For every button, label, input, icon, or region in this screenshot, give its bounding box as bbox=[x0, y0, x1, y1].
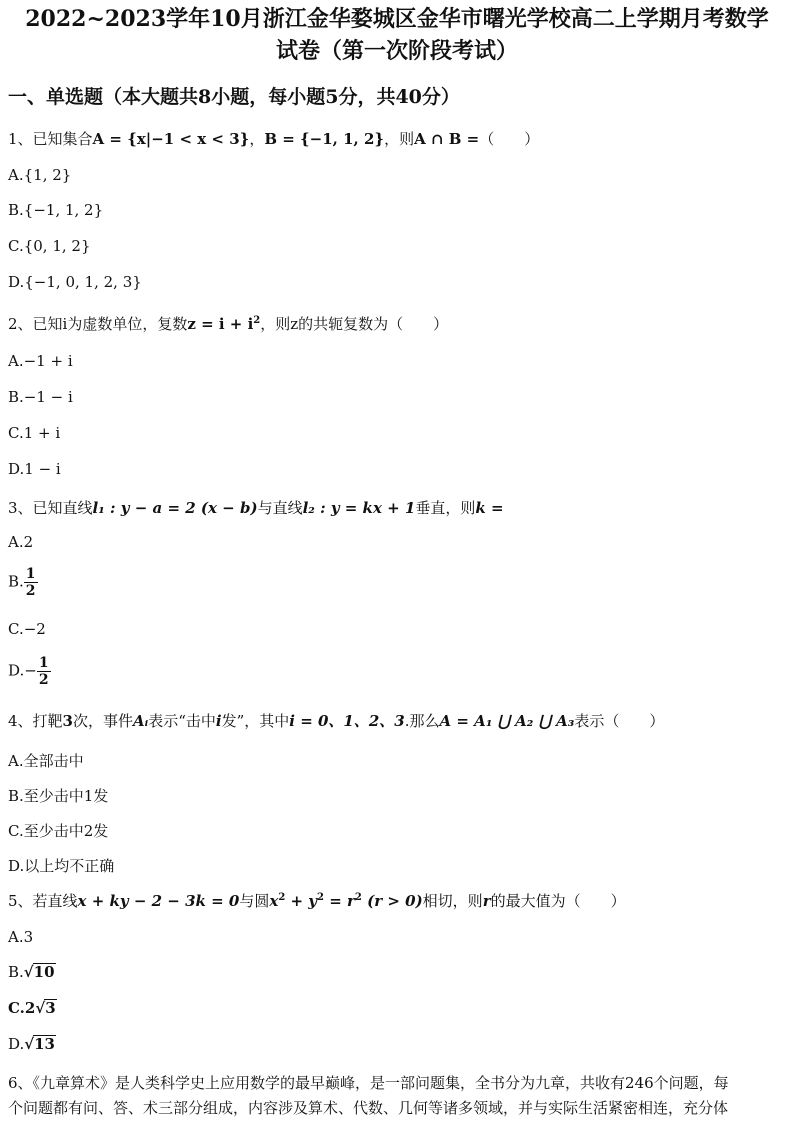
q1-suffix: （ ） bbox=[479, 130, 540, 148]
q4-prefix: 4、打靶 bbox=[8, 712, 63, 730]
q3-option-b-label: B. bbox=[8, 572, 24, 591]
question-1 bbox=[8, 128, 539, 149]
q2-prefix: 2、已知i为虚数单位，复数 bbox=[8, 315, 188, 333]
question-4 bbox=[8, 710, 664, 731]
sqrt-icon: √ bbox=[24, 1035, 35, 1053]
q4-text-1: 次，事件 bbox=[72, 712, 133, 730]
q1-set-b: B = {−1, 1, 2} bbox=[264, 130, 385, 148]
section-heading: 一、单选题（本大题共8小题，每小题5分，共40分） bbox=[8, 86, 460, 108]
q6-line-2: 个问题都有问、答、术三部分组成，内容涉及算术、代数、几何等诸多领域，并与实际生活紧密相连，充分体 bbox=[8, 1099, 729, 1117]
q3-option-d-numerator: 1 bbox=[38, 655, 49, 671]
q3-option-b-fraction bbox=[24, 566, 38, 599]
question-2 bbox=[8, 313, 448, 334]
q5-circle-x: x bbox=[269, 892, 279, 910]
question-3 bbox=[8, 497, 504, 518]
q5-sq-1: 2 bbox=[278, 892, 286, 903]
q4-event: Aᵢ bbox=[133, 712, 149, 730]
q5-option-c-radicand: 3 bbox=[45, 999, 56, 1017]
q5-option-b-radicand: 10 bbox=[33, 963, 55, 981]
q5-option-d-radicand: 13 bbox=[34, 1035, 55, 1053]
sqrt-icon: √ bbox=[35, 999, 46, 1017]
q5-option-d-label: D. bbox=[8, 1035, 25, 1053]
q2-option-d: D.1 − i bbox=[8, 460, 61, 478]
exam-title-line-2: 试卷（第一次阶段考试） bbox=[275, 38, 518, 64]
exam-title-line-1: 2022~2023学年10月浙江金华婺城区金华市曙光学校高二上学期月考数学 bbox=[25, 6, 769, 32]
q4-text-2: 表示“击中 bbox=[148, 712, 216, 730]
q3-option-a: A.2 bbox=[8, 533, 34, 551]
q2-option-c: C.1 + i bbox=[8, 424, 61, 442]
q5-line: x + ky − 2 − 3k = 0 bbox=[77, 892, 240, 910]
q2-expr: z = i + i bbox=[187, 315, 254, 333]
q5-option-a: A.3 bbox=[8, 928, 34, 946]
q6-line-1: 6、《九章算术》是人类科学史上应用数学的最早巅峰，是一部问题集，全书分为九章，共收有246个问题，每 bbox=[8, 1074, 729, 1092]
q2-option-a: A.−1 + i bbox=[8, 352, 73, 370]
q5-r: r bbox=[482, 892, 491, 910]
q4-expr: A = A₁ ⋃ A₂ ⋃ A₃ bbox=[439, 712, 575, 730]
q5-option-b-label: B. bbox=[8, 963, 24, 981]
q2-exponent: 2 bbox=[253, 315, 261, 326]
q3-mid: 与直线 bbox=[257, 499, 303, 517]
q4-text-4: .那么 bbox=[404, 712, 440, 730]
q3-k: k = bbox=[475, 499, 504, 517]
sqrt-icon: √ bbox=[23, 963, 34, 981]
q2-mid: ，则z的共轭复数为（ ） bbox=[260, 315, 449, 333]
q1-option-b: B.{−1, 1, 2} bbox=[8, 201, 104, 219]
q1-sep: ， bbox=[249, 130, 265, 148]
q5-circle-r: = r bbox=[324, 892, 355, 910]
q3-option-b-denominator: 2 bbox=[25, 583, 36, 599]
q1-expr: A ∩ B = bbox=[414, 130, 480, 148]
q3-option-b-numerator: 1 bbox=[25, 566, 36, 582]
q2-option-b: B.−1 − i bbox=[8, 388, 73, 406]
q3-line-2: l₂ : y = kx + 1 bbox=[302, 499, 416, 517]
q3-option-c: C.−2 bbox=[8, 620, 46, 638]
q1-prefix: 1、已知集合 bbox=[8, 130, 93, 148]
q3-option-d-denominator: 2 bbox=[38, 672, 49, 688]
q3-option-d-fraction bbox=[37, 655, 51, 688]
q1-option-a: A.{1, 2} bbox=[8, 166, 72, 184]
q4-suffix: 表示（ ） bbox=[574, 712, 665, 730]
q3-line-1: l₁ : y − a = 2 (x − b) bbox=[92, 499, 258, 517]
q5-option-c-label: C.2 bbox=[8, 999, 36, 1017]
q3-option-d bbox=[8, 655, 51, 688]
q5-suffix: 的最大值为（ ） bbox=[490, 892, 626, 910]
q3-prefix: 3、已知直线 bbox=[8, 499, 93, 517]
q5-sq-3: 2 bbox=[354, 892, 362, 903]
q5-mid: 与圆 bbox=[239, 892, 270, 910]
question-5 bbox=[8, 890, 626, 911]
q5-mid-2: 相切，则 bbox=[422, 892, 483, 910]
q1-option-d: D.{−1, 0, 1, 2, 3} bbox=[8, 273, 142, 291]
q4-count: 3 bbox=[62, 712, 73, 730]
q4-option-a: A.全部击中 bbox=[8, 752, 84, 770]
q1-mid: ，则 bbox=[384, 130, 415, 148]
q4-option-c: C.至少击中2发 bbox=[8, 822, 109, 840]
question-6 bbox=[8, 1071, 786, 1121]
q4-option-d: D.以上均不正确 bbox=[8, 857, 115, 875]
q3-option-b bbox=[8, 566, 38, 599]
q3-option-d-label: D.− bbox=[8, 661, 37, 680]
q5-circle-cond: (r > 0) bbox=[361, 892, 423, 910]
q5-prefix: 5、若直线 bbox=[8, 892, 78, 910]
q4-range: i = 0、1、2、3 bbox=[289, 712, 405, 730]
q5-sq-2: 2 bbox=[317, 892, 324, 903]
q1-set-a: A = {x|−1 < x < 3} bbox=[92, 130, 250, 148]
q5-option-c bbox=[8, 999, 57, 1017]
q4-text-3: 发”，其中 bbox=[221, 712, 290, 730]
q3-suffix: 垂直，则 bbox=[415, 499, 476, 517]
q4-i: i bbox=[215, 712, 222, 730]
q1-option-c: C.{0, 1, 2} bbox=[8, 237, 91, 255]
q5-option-d bbox=[8, 1035, 56, 1053]
q5-circle-y: + y bbox=[285, 892, 318, 910]
q4-option-b: B.至少击中1发 bbox=[8, 787, 109, 805]
q5-option-b bbox=[8, 963, 56, 981]
